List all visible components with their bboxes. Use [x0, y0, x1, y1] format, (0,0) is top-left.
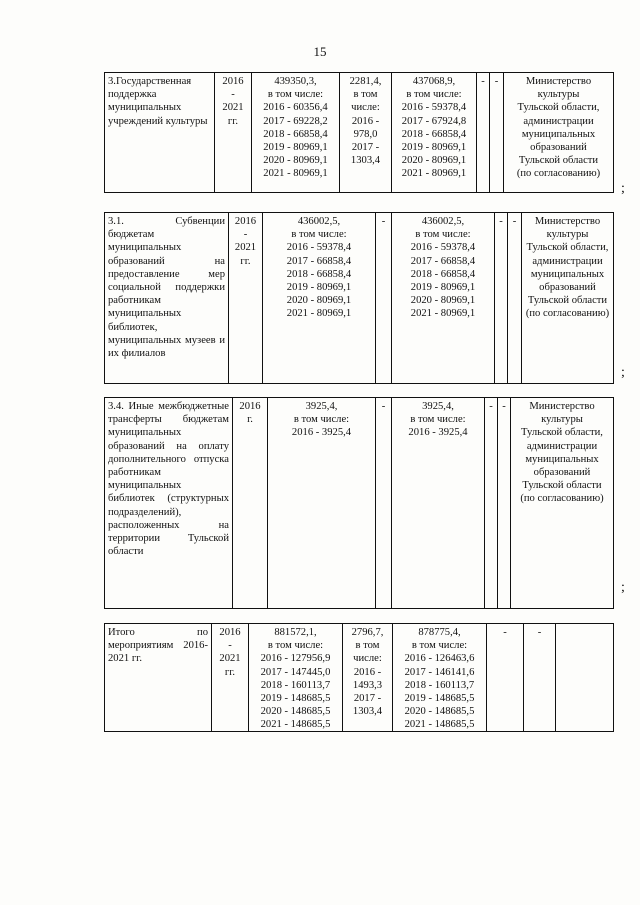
page-number: 15 [313, 44, 327, 59]
period-cell: 2016 - 2021 гг. [212, 624, 249, 731]
row-terminator: ; [621, 580, 625, 595]
table-row [104, 397, 614, 609]
total-funding-cell: 439350,3, в том числе: 2016 - 60356,4 2017 - 69228,2 2018 - 66858,4 2019 - 80969,1 2020 - 80969,1 2021 - 80969,1 [252, 73, 340, 192]
row-terminator: ; [621, 181, 625, 196]
measure-name: 3.1. Субвенции бюджетам муниципальных образований на предоставление мер социальной поддержки работникам муниципальных библиотек, муниципальных музеев и их филиалов [105, 213, 229, 383]
federal-funding-cell: - [376, 398, 392, 608]
executor-cell: Министерство культуры Тульской области, администрации муниципальных образований Тульской области (по согласованию) [516, 76, 601, 180]
local-funding-cell: - [487, 624, 524, 731]
executor-cell: Министерство культуры Тульской области, администрации муниципальных образований Тульской области (по согласованию) [520, 401, 604, 505]
regional-funding-cell: 878775,4, в том числе: 2016 - 126463,6 2017 - 146141,6 2018 - 160113,7 2019 - 148685,5 2020 - 148685,5 2021 - 148685,5 [393, 624, 487, 731]
table-row [104, 212, 614, 384]
row-terminator: ; [621, 365, 625, 380]
measure-name: Итого по мероприятиям 2016-2021 гг. [105, 624, 212, 731]
total-funding-cell: 3925,4, в том числе: 2016 - 3925,4 [268, 398, 376, 608]
regional-funding-cell: 3925,4, в том числе: 2016 - 3925,4 [392, 398, 485, 608]
federal-funding-cell: 2281,4, в том числе: 2016 - 978,0 2017 - 1303,4 [340, 73, 392, 192]
period-cell: 2016 г. [233, 398, 268, 608]
local-funding-cell: - [477, 73, 490, 192]
total-funding-cell: 436002,5, в том числе: 2016 - 59378,4 2017 - 66858,4 2018 - 66858,4 2019 - 80969,1 2020 - 80969,1 2021 - 80969,1 [263, 213, 376, 383]
regional-funding-cell: 437068,9, в том числе: 2016 - 59378,4 2017 - 67924,8 2018 - 66858,4 2019 - 80969,1 2020 - 80969,1 2021 - 80969,1 [392, 73, 477, 192]
other-funding-cell: - [508, 213, 522, 383]
measure-name: 3.Государственная поддержка муниципальных учреждений культуры [105, 73, 215, 192]
other-funding-cell: - [524, 624, 556, 731]
executor-cell: Министерство культуры Тульской области, администрации муниципальных образований Тульской области (по согласованию) [525, 216, 610, 320]
other-funding-cell: - [498, 398, 511, 608]
local-funding-cell: - [495, 213, 508, 383]
measure-name: 3.4. Иные межбюджетные трансферты бюджетам муниципальных образований на оплату дополнительного отпуска работникам муниципальных библиотек (структурных подразделений), расположенных на территории Тульской области [105, 398, 233, 608]
total-funding-cell: 881572,1, в том числе: 2016 - 127956,9 2017 - 147445,0 2018 - 160113,7 2019 - 148685,5 2020 - 148685,5 2021 - 148685,5 [249, 624, 343, 731]
period-cell: 2016 - 2021 гг. [215, 73, 252, 192]
executor-cell [556, 624, 613, 731]
local-funding-cell: - [485, 398, 498, 608]
federal-funding-cell: 2796,7, в том числе: 2016 - 1493,3 2017 - 1303,4 [343, 624, 393, 731]
other-funding-cell: - [490, 73, 504, 192]
table-row [104, 623, 614, 732]
federal-funding-cell: - [376, 213, 392, 383]
table-row [104, 72, 614, 193]
regional-funding-cell: 436002,5, в том числе: 2016 - 59378,4 2017 - 66858,4 2018 - 66858,4 2019 - 80969,1 2020 - 80969,1 2021 - 80969,1 [392, 213, 495, 383]
period-cell: 2016 - 2021 гг. [229, 213, 263, 383]
